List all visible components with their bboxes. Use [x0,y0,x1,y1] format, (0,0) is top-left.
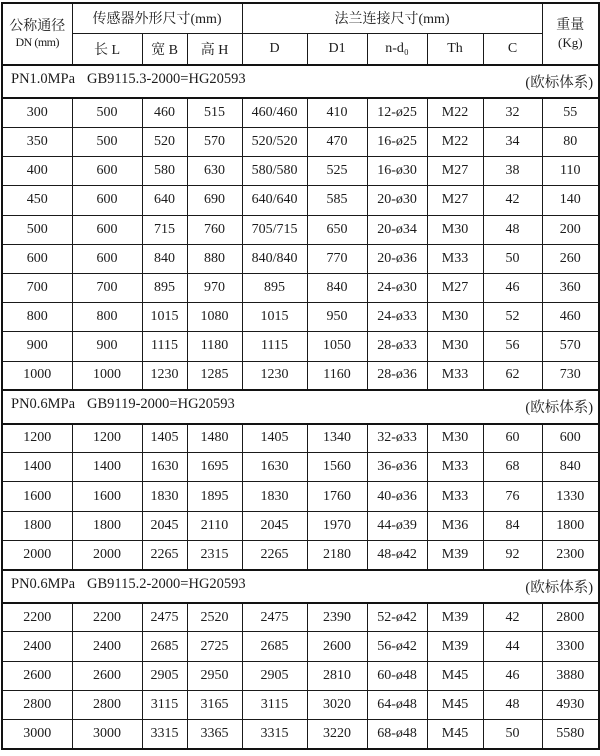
table-cell: M33 [427,482,483,511]
weight-unit-label: (Kg) [558,34,583,50]
table-cell: 770 [307,244,367,273]
weight-label: 重量 [556,18,585,34]
table-cell: M45 [427,690,483,719]
table-cell: M36 [427,511,483,540]
table-row [2,603,599,632]
table-cell: 55 [542,98,599,127]
pressure-rating-label: PN0.6MPa [11,575,76,592]
pressure-rating-label: PN0.6MPa [11,396,76,413]
table-cell: 2400 [2,632,72,661]
table-cell: 2180 [307,540,367,569]
table-cell: 500 [2,215,72,244]
column-header-d: D [242,33,307,65]
table-cell: M27 [427,186,483,215]
table-cell: 4930 [542,690,599,719]
table-cell: 56 [483,332,542,361]
table-cell: 840 [542,453,599,482]
table-cell: 1200 [72,424,142,453]
table-cell: 2475 [142,603,187,632]
table-cell: 895 [142,273,187,302]
table-cell: M45 [427,720,483,749]
table-cell: 2390 [307,603,367,632]
table-cell: 690 [187,186,242,215]
header-row-subcolumns [2,33,599,65]
table-cell: 2315 [187,540,242,569]
table-cell: 68 [483,453,542,482]
table-cell: 3000 [2,720,72,749]
table-cell: 715 [142,215,187,244]
dn-label: 公称通径 [9,18,66,34]
table-cell: 2600 [2,661,72,690]
table-cell: 600 [72,215,142,244]
section-header-row [2,390,599,423]
table-cell: 68-ø48 [367,720,427,749]
table-row [2,424,599,453]
table-cell: 1480 [187,424,242,453]
table-cell: 640/640 [242,186,307,215]
table-cell: 1200 [2,424,72,453]
table-cell: 2905 [142,661,187,690]
table-cell: 760 [187,215,242,244]
table-cell: 1015 [242,303,307,332]
table-row [2,157,599,186]
table-cell: M30 [427,303,483,332]
table-cell: 48 [483,215,542,244]
table-cell: 60-ø48 [367,661,427,690]
table-cell: 1405 [142,424,187,453]
table-cell: 2045 [142,511,187,540]
table-cell: 360 [542,273,599,302]
table-cell: 470 [307,127,367,156]
table-cell: 2950 [187,661,242,690]
column-group-flange-dimensions: 法兰连接尺寸(mm) [242,3,542,33]
table-cell: 1015 [142,303,187,332]
table-cell: 570 [187,127,242,156]
table-cell: 410 [307,98,367,127]
table-cell: 500 [72,98,142,127]
table-cell: 1230 [142,361,187,390]
table-cell: M39 [427,632,483,661]
section-header-cell [2,65,599,98]
dn-unit-label: DN (mm) [15,35,59,50]
section-header-cell [2,570,599,603]
table-body [2,65,599,749]
table-cell: 20-ø36 [367,244,427,273]
table-cell: 200 [542,215,599,244]
table-cell: M39 [427,540,483,569]
table-cell: 16-ø25 [367,127,427,156]
table-cell: 700 [72,273,142,302]
section-header-row [2,65,599,98]
table-cell: 800 [72,303,142,332]
table-cell: 900 [2,332,72,361]
table-cell: M33 [427,453,483,482]
section-header-cell [2,390,599,423]
table-cell: 2520 [187,603,242,632]
table-cell: 3115 [242,690,307,719]
table-cell: 585 [307,186,367,215]
table-cell: 1340 [307,424,367,453]
table-cell: 46 [483,273,542,302]
column-group-sensor-dimensions: 传感器外形尺寸(mm) [72,3,242,33]
table-row [2,127,599,156]
table-cell: 730 [542,361,599,390]
table-cell: 1000 [2,361,72,390]
column-header-dn [2,3,72,65]
table-cell: 84 [483,511,542,540]
table-row [2,720,599,749]
table-cell: 2685 [242,632,307,661]
table-cell: 2905 [242,661,307,690]
table-cell: 600 [72,244,142,273]
table-cell: 2200 [72,603,142,632]
table-cell: 970 [187,273,242,302]
table-cell: 24-ø33 [367,303,427,332]
table-cell: 1160 [307,361,367,390]
table-cell: 1115 [242,332,307,361]
table-cell: 2810 [307,661,367,690]
table-cell: 1000 [72,361,142,390]
table-cell: 3165 [187,690,242,719]
table-cell: M22 [427,98,483,127]
table-cell: 34 [483,127,542,156]
table-cell: 840/840 [242,244,307,273]
table-cell: 705/715 [242,215,307,244]
table-row [2,540,599,569]
section-header-row [2,570,599,603]
column-header-d1: D1 [307,33,367,65]
table-cell: 600 [72,186,142,215]
table-cell: 880 [187,244,242,273]
table-cell: 2200 [2,603,72,632]
table-cell: 1600 [72,482,142,511]
table-cell: 1895 [187,482,242,511]
table-cell: M30 [427,332,483,361]
table-cell: 80 [542,127,599,156]
dimension-table [1,2,600,750]
table-cell: M33 [427,361,483,390]
table-cell: 64-ø48 [367,690,427,719]
table-cell: 32-ø33 [367,424,427,453]
table-cell: 1600 [2,482,72,511]
column-header-weight [542,3,599,65]
table-cell: 1115 [142,332,187,361]
table-header [2,3,599,65]
table-cell: 500 [72,127,142,156]
table-cell: 110 [542,157,599,186]
header-row-groups [2,3,599,33]
table-cell: 32 [483,98,542,127]
table-row [2,98,599,127]
table-cell: 900 [72,332,142,361]
table-cell: 36-ø36 [367,453,427,482]
table-cell: 1630 [242,453,307,482]
table-row [2,361,599,390]
table-cell: 1405 [242,424,307,453]
table-cell: 44-ø39 [367,511,427,540]
table-cell: 630 [187,157,242,186]
table-cell: 350 [2,127,72,156]
table-cell: 600 [2,244,72,273]
table-row [2,186,599,215]
table-cell: 2475 [242,603,307,632]
table-cell: 3000 [72,720,142,749]
table-cell: M22 [427,127,483,156]
table-cell: 44 [483,632,542,661]
table-cell: 525 [307,157,367,186]
table-row [2,244,599,273]
table-cell: 46 [483,661,542,690]
table-cell: 260 [542,244,599,273]
table-cell: 52-ø42 [367,603,427,632]
table-cell: 3300 [542,632,599,661]
table-row [2,661,599,690]
table-cell: 520 [142,127,187,156]
table-cell: 38 [483,157,542,186]
table-cell: 24-ø30 [367,273,427,302]
table-row [2,303,599,332]
table-row [2,690,599,719]
table-cell: 56-ø42 [367,632,427,661]
table-cell: 48-ø42 [367,540,427,569]
table-cell: 1970 [307,511,367,540]
table-row [2,632,599,661]
table-cell: 460 [542,303,599,332]
table-cell: 20-ø34 [367,215,427,244]
table-cell: 2000 [72,540,142,569]
table-cell: 1400 [72,453,142,482]
table-cell: 1800 [542,511,599,540]
table-cell: 2685 [142,632,187,661]
table-cell: 2265 [142,540,187,569]
standard-code-label: GB9115.2-2000=HG20593 [87,575,246,592]
table-cell: 1560 [307,453,367,482]
table-cell: 1050 [307,332,367,361]
table-cell: 50 [483,720,542,749]
table-cell: 42 [483,603,542,632]
table-cell: 400 [2,157,72,186]
table-cell: 28-ø36 [367,361,427,390]
table-cell: 460/460 [242,98,307,127]
table-cell: 580/580 [242,157,307,186]
table-cell: 2045 [242,511,307,540]
table-cell: 1800 [2,511,72,540]
standard-system-note: (欧标体系) [525,400,594,417]
table-cell: 1400 [2,453,72,482]
table-cell: 2110 [187,511,242,540]
table-cell: 300 [2,98,72,127]
table-cell: 2800 [2,690,72,719]
table-cell: 950 [307,303,367,332]
table-cell: 3020 [307,690,367,719]
table-cell: 76 [483,482,542,511]
column-header-th: Th [427,33,483,65]
table-cell: 1180 [187,332,242,361]
table-cell: 800 [2,303,72,332]
table-cell: 1330 [542,482,599,511]
table-cell: 515 [187,98,242,127]
table-cell: 520/520 [242,127,307,156]
column-header-height: 高 H [187,33,242,65]
pressure-rating-label: PN1.0MPa [11,71,76,88]
table-cell: 140 [542,186,599,215]
table-cell: 2000 [2,540,72,569]
table-cell: 2400 [72,632,142,661]
standard-code-label: GB9119-2000=HG20593 [87,396,235,413]
column-header-n-d0: n-d₀ [367,33,427,65]
table-cell: M27 [427,157,483,186]
table-cell: M39 [427,603,483,632]
table-cell: 3115 [142,690,187,719]
table-cell: 62 [483,361,542,390]
table-cell: 12-ø25 [367,98,427,127]
table-cell: M33 [427,244,483,273]
table-cell: 1230 [242,361,307,390]
table-cell: 600 [72,157,142,186]
column-header-width: 宽 B [142,33,187,65]
table-cell: 600 [542,424,599,453]
table-cell: 1080 [187,303,242,332]
table-cell: 3220 [307,720,367,749]
table-cell: 16-ø30 [367,157,427,186]
table-cell: 1800 [72,511,142,540]
table-cell: M30 [427,424,483,453]
table-cell: M45 [427,661,483,690]
table-cell: M30 [427,215,483,244]
column-header-c: C [483,33,542,65]
table-cell: 2300 [542,540,599,569]
table-cell: 5580 [542,720,599,749]
table-cell: 580 [142,157,187,186]
table-row [2,511,599,540]
table-cell: 3365 [187,720,242,749]
table-cell: 460 [142,98,187,127]
table-cell: 2600 [72,661,142,690]
table-cell: 1695 [187,453,242,482]
table-cell: 2265 [242,540,307,569]
table-cell: 895 [242,273,307,302]
table-cell: 20-ø30 [367,186,427,215]
table-cell: 3880 [542,661,599,690]
table-row [2,215,599,244]
table-cell: 1285 [187,361,242,390]
table-cell: 40-ø36 [367,482,427,511]
table-cell: 60 [483,424,542,453]
table-cell: 640 [142,186,187,215]
table-cell: 1760 [307,482,367,511]
table-cell: 2800 [72,690,142,719]
table-cell: 700 [2,273,72,302]
table-row [2,273,599,302]
standard-code-label: GB9115.3-2000=HG20593 [87,71,246,88]
table-cell: 2800 [542,603,599,632]
table-cell: 42 [483,186,542,215]
table-cell: 450 [2,186,72,215]
table-cell: 2600 [307,632,367,661]
table-cell: 3315 [242,720,307,749]
standard-system-note: (欧标体系) [525,75,594,92]
table-cell: 48 [483,690,542,719]
column-header-length: 长 L [72,33,142,65]
table-cell: 840 [142,244,187,273]
standard-system-note: (欧标体系) [525,579,594,596]
table-cell: 3315 [142,720,187,749]
table-cell: 1830 [142,482,187,511]
table-row [2,453,599,482]
table-cell: 1630 [142,453,187,482]
table-row [2,332,599,361]
table-cell: 28-ø33 [367,332,427,361]
table-cell: 92 [483,540,542,569]
table-cell: 52 [483,303,542,332]
table-cell: 650 [307,215,367,244]
table-cell: 570 [542,332,599,361]
table-row [2,482,599,511]
table-cell: 840 [307,273,367,302]
table-cell: 2725 [187,632,242,661]
table-cell: M27 [427,273,483,302]
table-cell: 50 [483,244,542,273]
table-cell: 1830 [242,482,307,511]
